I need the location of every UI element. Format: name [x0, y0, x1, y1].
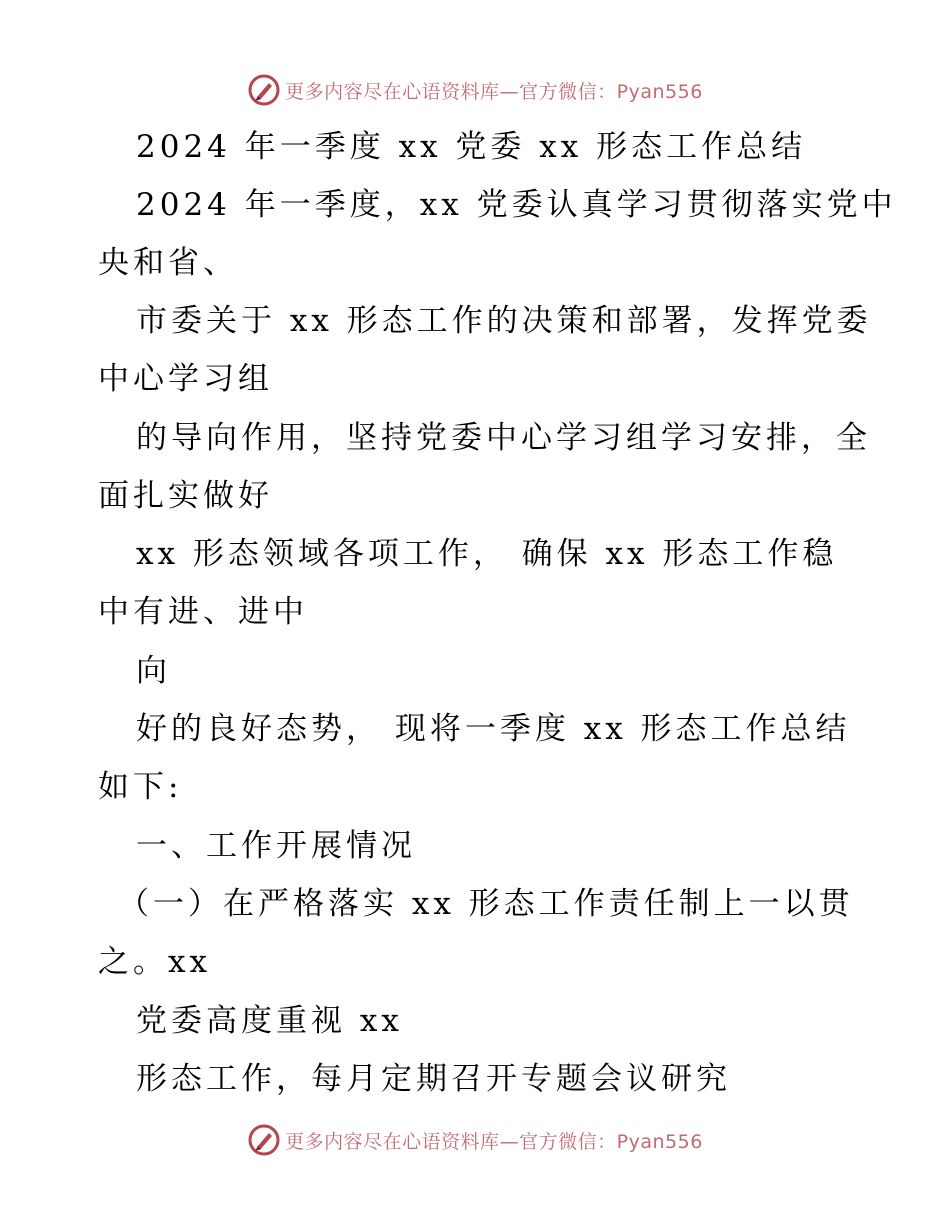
- section-heading: 一、工作开展情况: [136, 828, 416, 864]
- paragraph-line: 中心学习组: [98, 361, 273, 397]
- paragraph-line: 中有进、进中: [98, 594, 308, 630]
- paragraph-line: 如下:: [98, 769, 183, 805]
- paragraph-line: 形态工作，每月定期召开专题会议研究: [136, 1061, 731, 1097]
- watermark-text: 更多内容尽在心语资料库—官方微信：Pyan556: [285, 1130, 703, 1153]
- paragraph-line: 党委高度重视 xx: [136, 1003, 403, 1039]
- header-watermark: [0, 70, 950, 110]
- paragraph-line: 的导向作用，坚持党委中心学习组学习安排，全: [136, 420, 871, 456]
- paragraph-line: 向: [136, 653, 171, 689]
- paragraph-line: 市委关于 xx 形态工作的决策和部署，发挥党委: [136, 303, 872, 339]
- watermark-text: 更多内容尽在心语资料库—官方微信：Pyan556: [285, 80, 703, 103]
- footer-watermark: [0, 1120, 950, 1160]
- pen-logo-icon: [247, 1123, 281, 1157]
- paragraph-line: 好的良好态势， 现将一季度 xx 形态工作总结: [136, 711, 851, 747]
- paragraph-line: xx 形态领域各项工作， 确保 xx 形态工作稳: [136, 536, 838, 572]
- paragraph-line: 2024 年一季度，xx 党委认真学习贯彻落实党中: [136, 187, 897, 223]
- paragraph-line: 央和省、: [98, 245, 238, 281]
- pen-logo-icon: [247, 73, 281, 107]
- document-title: 2024 年一季度 xx 党委 xx 形态工作总结: [136, 129, 807, 165]
- paragraph-line: 之。xx: [98, 944, 211, 980]
- paragraph-line: 面扎实做好: [98, 478, 273, 514]
- subsection-heading: （一）在严格落实 xx 形态工作责任制上一以贯: [118, 886, 854, 922]
